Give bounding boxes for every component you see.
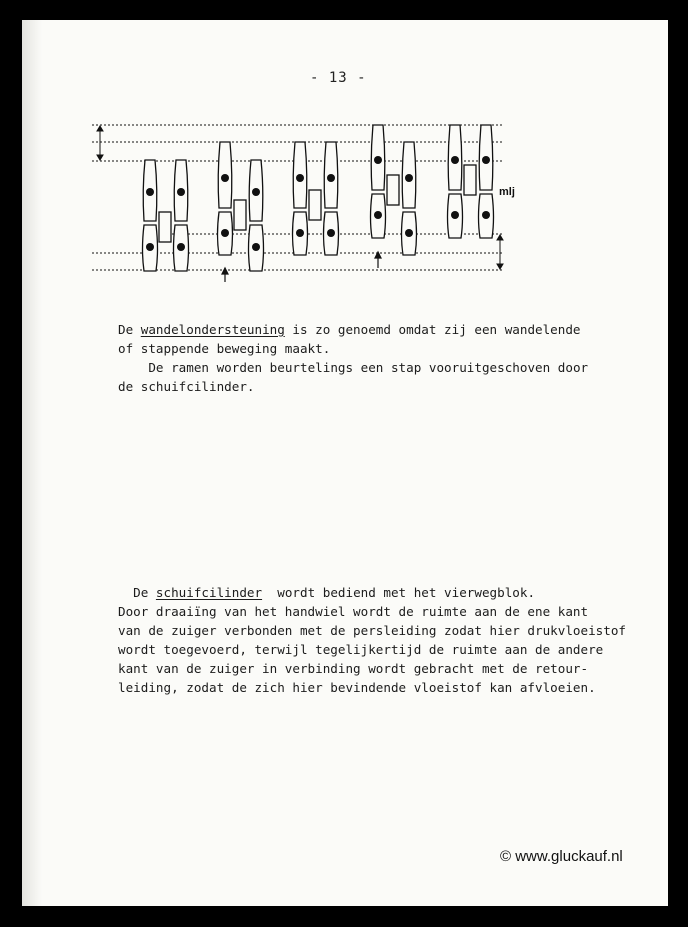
page-fold-shadow bbox=[22, 20, 42, 906]
page-number: - 13 - bbox=[310, 70, 367, 86]
text-span: wordt bediend met het vierwegblok. bbox=[262, 585, 536, 600]
walking-support-diagram bbox=[90, 120, 515, 280]
frame-units bbox=[143, 125, 494, 271]
frame-unit-3 bbox=[293, 142, 339, 255]
text-line: Door draaiïng van het handwiel wordt de ruimte aan de ene kant bbox=[118, 604, 589, 619]
text-span: De bbox=[133, 585, 156, 600]
frame-unit-1 bbox=[143, 160, 189, 271]
text-line: leiding, zodat de zich hier bevindende vloeistof kan afvloeien. bbox=[118, 680, 596, 695]
text-line: De ramen worden beurtelings een stap vooruitgeschoven door bbox=[148, 360, 589, 375]
text-span: is zo genoemd omdat zij een wandelende bbox=[284, 322, 581, 337]
document-page bbox=[22, 20, 668, 906]
text-line: van de zuiger verbonden met de persleiding zodat hier drukvloeistof bbox=[118, 623, 626, 638]
figure-label: mlj bbox=[499, 186, 515, 198]
text-line: of stappende beweging maakt. bbox=[118, 341, 331, 356]
paragraph-push-cylinder bbox=[118, 583, 626, 697]
push-cylinder bbox=[159, 212, 171, 242]
step-arrow-up bbox=[222, 268, 228, 274]
text-line: de schuifcilinder. bbox=[118, 379, 255, 394]
step-arrows bbox=[222, 252, 381, 282]
frame-unit-5 bbox=[448, 125, 494, 238]
copyright-watermark: © www.gluckauf.nl bbox=[500, 848, 623, 865]
term-push-cylinder: schuifcilinder bbox=[155, 585, 263, 600]
text-line: kant van de zuiger in verbinding wordt gebracht met de retour- bbox=[118, 661, 589, 676]
text-line: wordt toegevoerd, terwijl tegelijkertijd de ruimte aan de andere bbox=[118, 642, 604, 657]
paragraph-walking-support bbox=[118, 320, 588, 396]
text-span: De bbox=[118, 322, 141, 337]
term-walking-support: wandelondersteuning bbox=[140, 322, 285, 337]
